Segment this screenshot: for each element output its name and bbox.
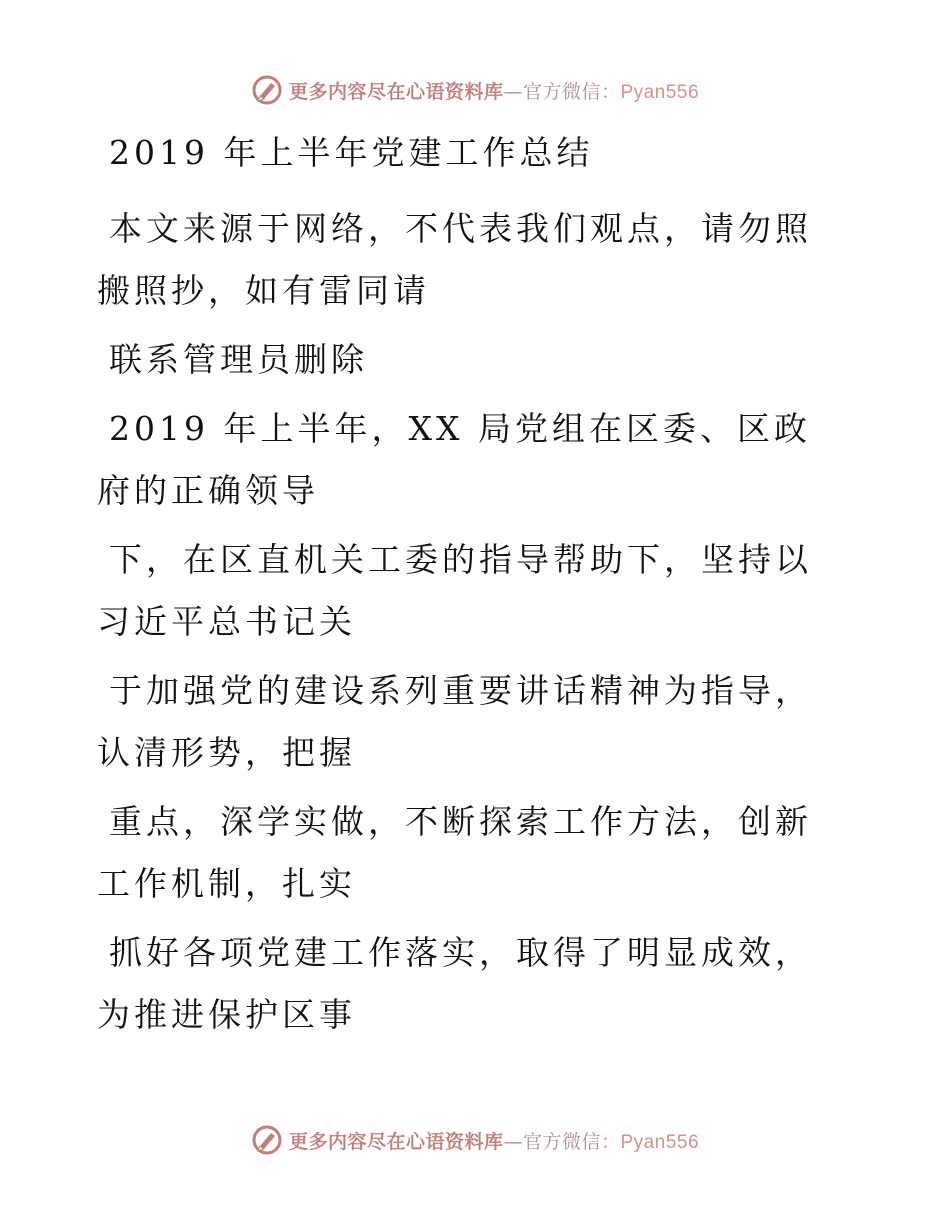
- paragraph: 抓好各项党建工作落实，取得了明显成效，为推进保护区事: [97, 933, 812, 1034]
- watermark-text: [289, 1127, 699, 1154]
- watermark-wechat-id: Pyan556: [620, 1131, 700, 1153]
- watermark-sub: 官方微信：: [522, 1130, 621, 1153]
- watermark-sub: 官方微信：: [522, 80, 621, 103]
- watermark-text: [289, 77, 699, 104]
- watermark-wechat-id: Pyan556: [620, 81, 700, 103]
- footer-watermark: [0, 1120, 950, 1160]
- paragraph: 下，在区直机关工委的指导帮助下，坚持以习近平总书记关: [97, 540, 812, 641]
- pen-logo-icon: [251, 1124, 283, 1156]
- header-watermark: [0, 70, 950, 110]
- watermark-dash: —: [503, 80, 523, 103]
- pen-logo-icon: [251, 74, 283, 106]
- watermark-dash: —: [503, 1130, 523, 1153]
- paragraph: 联系管理员删除: [109, 340, 368, 379]
- paragraph: 本文来源于网络，不代表我们观点，请勿照搬照抄，如有雷同请: [97, 209, 812, 310]
- paragraph: 2019 年上半年，XX 局党组在区委、区政府的正确领导: [97, 409, 811, 510]
- paragraph: 重点，深学实做，不断探索工作方法，创新工作机制，扎实: [97, 802, 812, 903]
- watermark-main: 更多内容尽在心语资料库: [288, 80, 504, 103]
- document-body: [97, 122, 837, 1053]
- document-title: 2019 年上半年党建工作总结: [109, 133, 594, 172]
- watermark-main: 更多内容尽在心语资料库: [288, 1130, 504, 1153]
- paragraph: 于加强党的建设系列重要讲话精神为指导，认清形势，把握: [97, 671, 812, 772]
